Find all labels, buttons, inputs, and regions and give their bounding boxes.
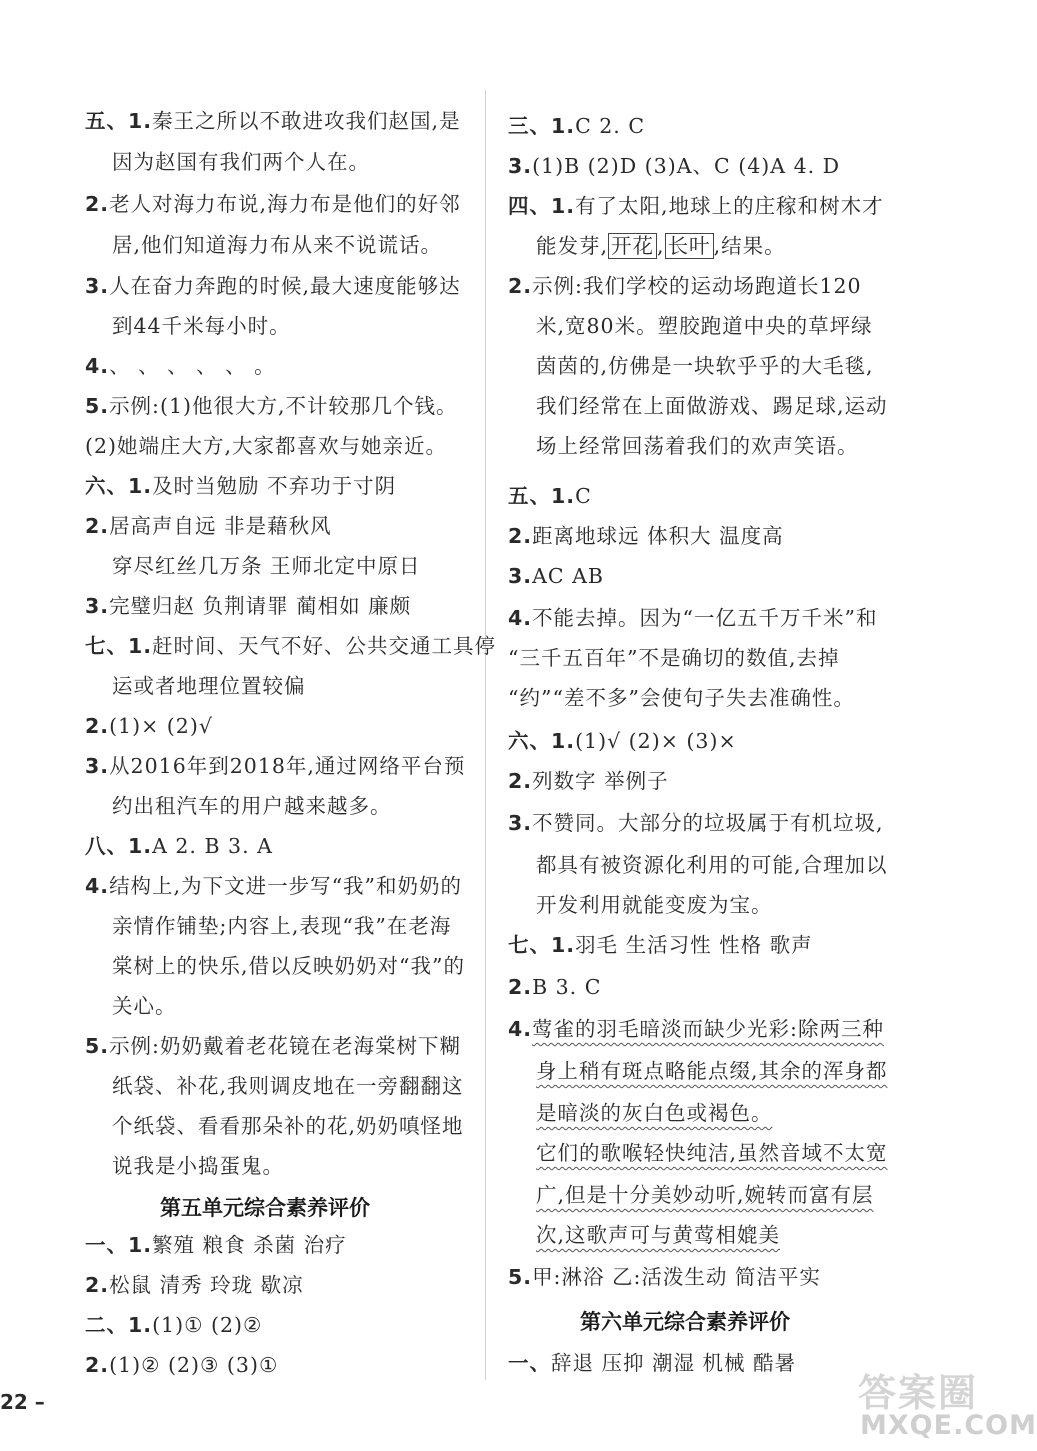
answer-line: 4.结构上,为下文进一步写“我”和奶奶的 [85,874,463,898]
answer-line: 到44千米每小时。 [112,314,291,338]
answer-line: 棠树上的快乐,借以反映奶奶对“我”的 [112,954,465,978]
answer-line: 3.AC AB [508,564,604,588]
answer-line: 次,这歌声可与黄莺相媲美 [536,1223,781,1247]
answer-line: 3.从2016年到2018年,通过网络平台预 [85,754,466,778]
answer-line: 4.、 、 、 、 、 。 [85,354,276,378]
section-heading-unit6: 第六单元综合素养评价 [580,1310,790,1334]
answer-line: 七、1.羽毛 生活习性 性格 歌声 [508,933,813,957]
boxed-word: 长叶 [665,233,714,259]
answer-line: 八、1.A 2. B 3. A [85,834,273,858]
answer-line: 5.示例:奶奶戴着老花镜在老海棠树下糊 [85,1034,461,1058]
answer-line: 2.居高声自远 非是藉秋风 [85,514,332,538]
answer-line: 2.(1)× (2)√ [85,714,213,738]
answer-line: 场上经常回荡着我们的欢声笑语。 [536,434,859,458]
boxed-word: 开花 [608,233,657,259]
answer-line: 广,但是十分美妙动听,婉转而富有层 [536,1183,874,1207]
answer-line: 5.示例:(1)他很大方,不计较那几个钱。 [85,394,458,418]
answer-line: “三千五百年”不是确切的数值,去掉 [508,646,840,670]
answer-line: 四、1.有了太阳,地球上的庄稼和树木才 [508,194,884,218]
answer-line: 茵茵的,仿佛是一块软乎乎的大毛毯, [536,354,874,378]
answer-line: 2.老人对海力布说,海力布是他们的好邻 [85,192,461,216]
answer-line: 3.不赞同。大部分的垃圾属于有机垃圾, [508,811,884,835]
answer-line: 居,他们知道海力布从来不说谎话。 [112,233,443,257]
answer-line: 因为赵国有我们两个人在。 [112,150,370,174]
answer-line: 亲情作铺垫;内容上,表现“我”在老海 [112,914,452,938]
answer-line: 3.(1)B (2)D (3)A、C (4)A 4. D [508,154,841,178]
section-heading-unit5: 第五单元综合素养评价 [160,1196,370,1220]
answer-line: 纸袋、补花,我则调皮地在一旁翻翻这 [112,1074,464,1098]
answer-line: 关心。 [112,994,177,1018]
answer-line: 六、1.(1)√ (2)× (3)× [508,729,737,753]
answer-line: 4.莺雀的羽毛暗淡而缺少光彩:除两三种 [508,1017,884,1041]
answer-line: 约出租汽车的用户越来越多。 [112,794,392,818]
answer-line: 都具有被资源化利用的可能,合理加以 [536,853,888,877]
answer-line: 穿尽红丝几万条 王师北定中原日 [112,554,421,578]
answer-line: 米,宽80米。塑胶跑道中央的草坪绿 [536,314,873,338]
answer-line: 开发利用就能变废为宝。 [536,893,773,917]
answer-line: 一、辞退 压抑 潮湿 机械 酷暑 [508,1351,797,1375]
column-divider [485,90,486,1380]
answer-line: 5.甲:淋浴 乙:活泼生动 简洁平实 [508,1265,821,1289]
answer-line: 五、1.秦王之所以不敢进攻我们赵国,是 [85,109,461,133]
page-number: 22 – [0,1390,45,1414]
answer-line: 五、1.C [508,484,592,508]
answer-line: 二、1.(1)① (2)② [85,1313,263,1337]
answer-line: 2.列数字 举例子 [508,769,669,793]
answer-line: 六、1.及时当勉励 不弃功于寸阴 [85,474,397,498]
answer-line: 2.松鼠 清秀 玲珑 歇凉 [85,1273,304,1297]
answer-line: 2.(1)② (2)③ (3)① [85,1353,279,1377]
answer-line: 2.距离地球远 体积大 温度高 [508,524,784,548]
answer-line: 我们经常在上面做游戏、踢足球,运动 [536,394,888,418]
watermark-logo [850,1362,1037,1447]
answer-line: 身上稍有斑点略能点缀,其余的浑身都 [536,1059,888,1083]
answer-line: 2.B 3. C [508,975,602,999]
answer-line: 运或者地理位置较偏 [112,674,306,698]
answer-line: 是暗淡的灰白色或褐色。 [536,1101,773,1125]
answer-line: 能发芽, 开花 , 长叶 ,结果。 [536,234,786,258]
answer-line: 3.人在奋力奔跑的时候,最大速度能够达 [85,274,461,298]
watermark-url: MXQE.COM [860,1410,1037,1441]
answer-line: (2)她端庄大方,大家都喜欢与她亲近。 [85,434,448,458]
answer-line: 一、1.繁殖 粮食 杀菌 治疗 [85,1233,347,1257]
answer-line: 七、1.赶时间、天气不好、公共交通工具停 [85,634,497,658]
answer-line: 3.完璧归赵 负荆请罪 蔺相如 廉颇 [85,594,412,618]
answer-line: 它们的歌喉轻快纯洁,虽然音域不太宽 [536,1141,888,1165]
answer-line: 三、1.C 2. C [508,114,646,138]
answer-line: 个纸袋、看看那朵补的花,奶奶嗔怪地 [112,1114,464,1138]
answer-line: 2.示例:我们学校的运动场跑道长120 [508,274,862,298]
watermark-text: 答案圈 [858,1371,979,1415]
answer-line: “约”“差不多”会使句子失去准确性。 [508,686,855,710]
answer-line: 4.不能去掉。因为“一亿五千万千米”和 [508,606,878,630]
answer-line: 说我是小捣蛋鬼。 [112,1154,284,1178]
